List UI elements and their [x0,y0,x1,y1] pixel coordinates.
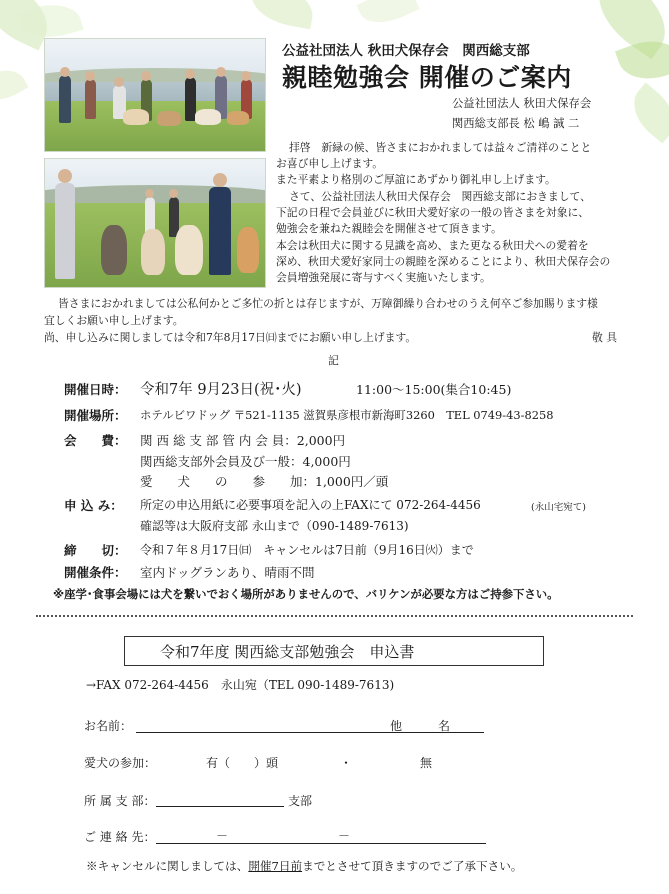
apply-line: 確認等は大阪府支部 永山まで（090-1489-7613) [140,519,409,533]
deadline-value: 令和７年８月17日㈰ キャンセルは7日前（9月16日㈫）まで [140,543,474,557]
cancel-note-text: までとさせて頂きますのでご了承下さい。 [302,859,523,873]
date-label: 開催日時： [64,382,127,397]
dog-label: 愛犬の参加： [84,756,157,770]
letter-line: また平素より格別のご厚誼にあずかり御礼申し上げます。 [276,173,556,186]
letter-line: 会員増強発展に寄与すべく実施いたします。 [276,271,491,284]
deadline-label: 締 切： [64,543,127,558]
ki-mark: 記 [328,354,339,367]
branch-suffix: 支部 [288,794,313,808]
cancel-note-text: ※キャンセルに関しましては、 [86,859,249,873]
leaf-decoration [247,0,317,29]
cancel-note-emphasis: 開催7日前 [248,859,303,873]
form-title: 令和7年度 関西総支部勉強会 申込書 [160,643,415,661]
condition-value: 室内ドッグランあり、晴雨不問 [140,565,315,580]
letter-line: 下記の日程で会員並びに秋田犬愛好家の一般の皆さまを対象に、 [276,206,590,219]
letter-line: お喜び申し上げます。 [276,157,384,170]
leaf-decoration [623,82,669,143]
branch-label: 所 属 支 部： [84,794,156,808]
dog-no-option[interactable]: 無 [420,756,433,770]
letter-line: 宜しくお願い申し上げます。 [44,314,184,327]
org-name: 公益社団法人 秋田犬保存会 関西総支部 [282,43,530,59]
leaf-decoration [0,61,29,109]
event-photo-dogs [44,158,266,288]
fee-line: 関西総支部外会員及び一般：4,000円 [140,454,351,469]
contact-dash: － [216,829,229,843]
dog-yes-option[interactable]: 有（ ）頭 [206,756,279,770]
fee-line: 愛 犬 の 参 加：1,000円／頭 [140,474,389,489]
letter-line: さて、公益社団法人秋田犬保存会 関西総支部におきまして、 [289,190,591,203]
sender-name: 関西総支部長 松 嶋 誠 二 [452,117,580,130]
venue-value: ホテルビワドッグ 〒521-1135 滋賀県彦根市新海町3260 TEL 0749-43-8258 [140,408,554,422]
cut-line [36,615,633,617]
apply-label: 申 込 み： [64,498,123,513]
fee-line: 関 西 総 支 部 管 内 会 員：2,000円 [140,433,346,448]
letter-line: 尚、申し込みに関しましては令和7年8月17日㈰までにお願い申し上げます。 [44,331,417,344]
sender-org: 公益社団法人 秋田犬保存会 [452,97,592,110]
closing-word: 敬 具 [592,331,618,344]
apply-note: (永山宅宛て) [531,502,586,513]
letter-line: 本会は秋田犬に関する見識を高め、また更なる秋田犬への愛着を [276,239,589,252]
contact-dash: － [338,829,351,843]
branch-field[interactable] [156,806,284,807]
contact-field[interactable] [156,843,486,844]
name-label: お名前： [84,719,133,733]
letter-line: 皆さまにおかれましては公私何かとご多忙の折とは存じますが、万障御繰り合わせのうえ何卒ご参加賜ります様 [58,297,598,310]
date-value: 令和7年 9月23日(祝･火) [140,382,302,398]
page-title: 親睦勉強会 開催のご案内 [282,63,572,92]
notice-text: ※座学･食事会場には犬を繋いでおく場所がありませんので、バリケンが必要な方はご持参下さい。 [53,587,559,601]
event-photo-group [44,38,266,152]
contact-label: ご 連 絡 先： [84,830,156,844]
cancel-note [86,858,522,874]
condition-label: 開催条件： [64,565,127,580]
venue-label: 開催場所： [64,408,127,423]
time-value: 11:00～15:00(集合10:45) [356,382,512,397]
letter-line: 深め、秋田犬愛好家同士の親睦を深めることにより、秋田犬保存会の [276,255,611,268]
letter-line: 勉強会を兼ねた親睦会を開催させて頂きます。 [276,222,502,235]
leaf-decoration [356,0,419,32]
apply-line: 所定の申込用紙に必要事項を記入の上FAXにて 072-264-4456 [140,498,481,512]
letter-line: 拝啓 新緑の候、皆さまにおかれましては益々ご清祥のことと [289,141,592,154]
fax-line: →FAX 072-264-4456 永山宛（TEL 090-1489-7613) [86,678,395,692]
dog-separator: ・ [340,756,353,770]
others-label: 他 名 [390,719,451,733]
fee-label: 会 費： [64,433,127,448]
